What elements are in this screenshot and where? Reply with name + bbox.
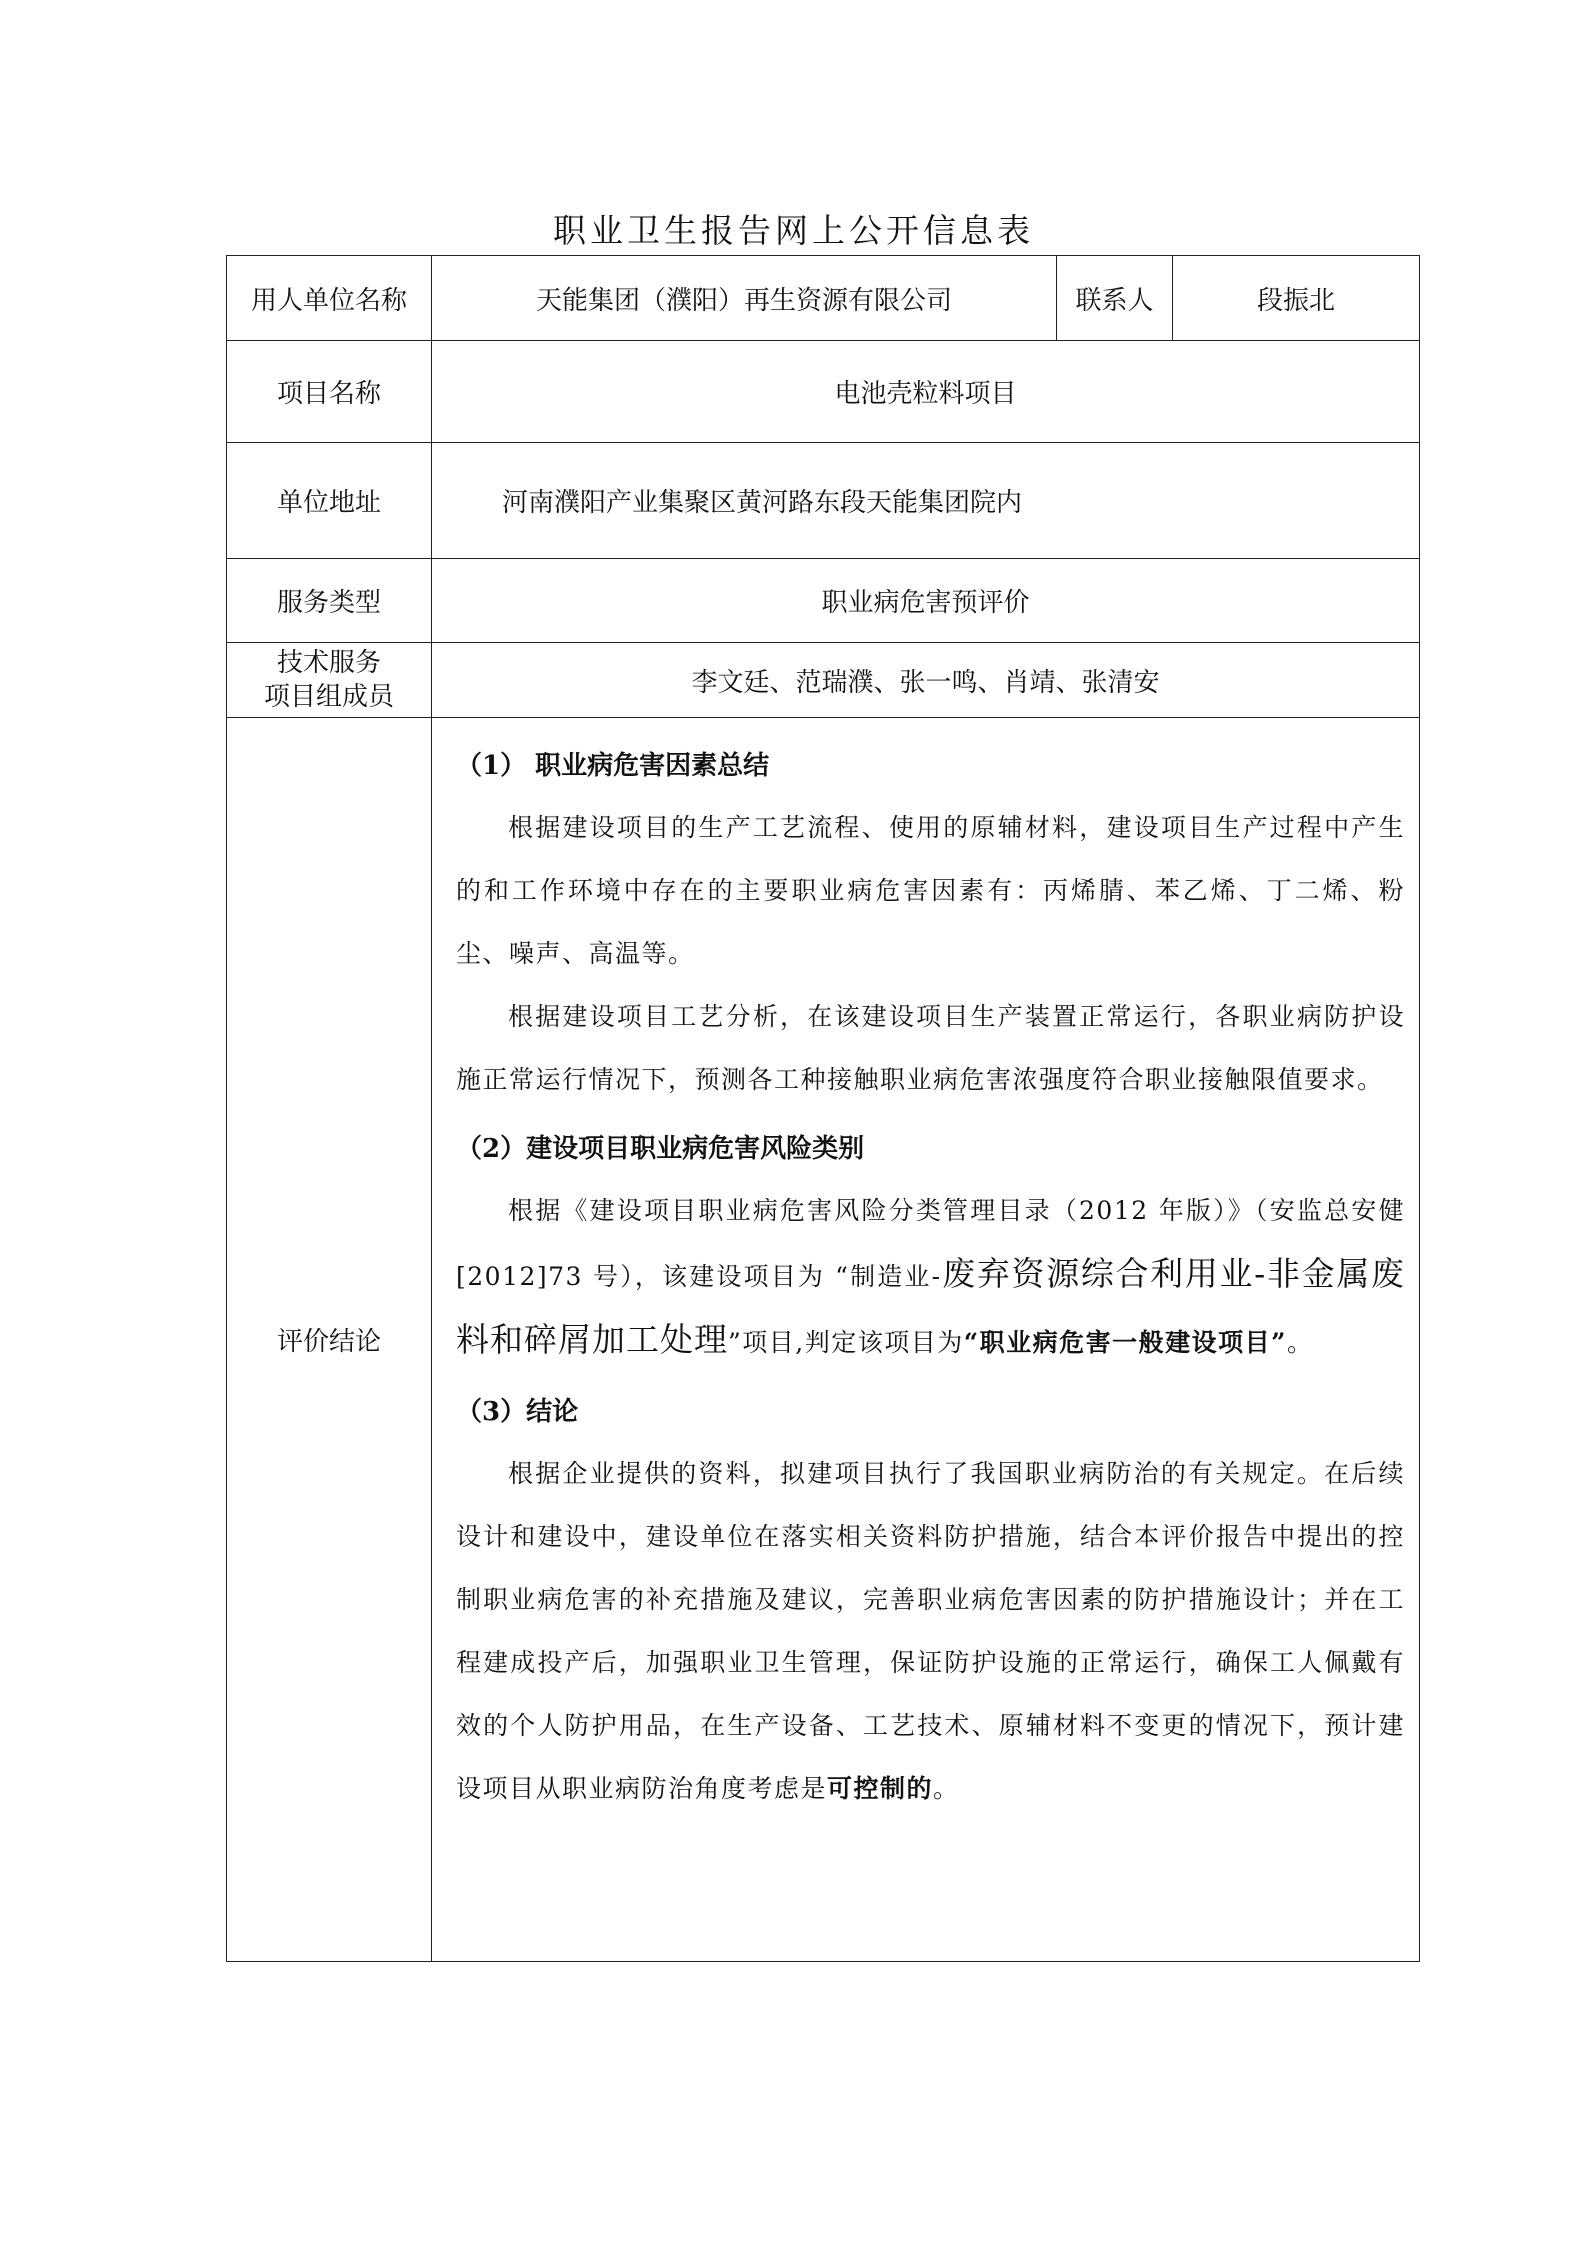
table-row [227,559,1420,643]
paragraph-3-part-d: “职业病危害一般建设项目” [963,1328,1287,1357]
project-label: 项目名称 [227,341,432,443]
paragraph-3-part-e: 。 [1287,1328,1314,1357]
page-title: 职业卫生报告网上公开信息表 [553,211,1034,250]
team-label-line-1: 技术服务 [276,648,381,678]
paragraph-3-part-b: 废弃资源综合利用业-非金属废料和碎屑加工处理 [456,1254,1405,1359]
employer-value: 天能集团（濮阳）再生资源有限公司 [432,256,1057,341]
table-row [227,718,1420,1962]
team-label [227,643,432,718]
info-table [226,255,1420,1962]
address-label: 单位地址 [227,443,432,559]
eval-label: 评价结论 [227,718,432,1962]
paragraph-3-part-a: 根据《建设项目职业病危害风险分类管理目录（2012 年版）》（安监总安健[2012]73 号），该建设项目为 “制造业- [456,1196,1405,1291]
paragraph-3 [456,1179,1405,1374]
contact-value: 段振北 [1173,256,1420,341]
paragraph-4-part-c: 。 [933,1774,960,1803]
employer-label: 用人单位名称 [227,256,432,341]
paragraph-3-part-c: ”项目,判定该项目为 [728,1328,964,1357]
eval-content [432,718,1420,1962]
paragraph-4-part-a: 根据企业提供的资料，拟建项目执行了我国职业病防治的有关规定。在后续设计和建设中，建设单位在落实相关资料防护措施，结合本评价报告中提出的控制职业病危害的补充措施及建议，完善职业病危害因素的防护措施设计；并在工程建成投产后，加强职业卫生管理，保证防护设施的正常运行，确保工人佩戴有效的个人防护用品，在生产设备、工艺技术、原辅材料不变更的情况下，预计建设项目从职业病防治角度考虑是 [456,1459,1405,1803]
paragraph-4 [456,1442,1405,1820]
team-value: 李文廷、范瑞濮、张一鸣、肖靖、张清安 [432,643,1420,718]
service-value: 职业病危害预评价 [432,559,1420,643]
section-heading-1: （1） 职业病危害因素总结 [456,751,770,781]
section-heading-2: （2）建设项目职业病危害风险类别 [456,1134,865,1164]
table-row [227,341,1420,443]
table-row [227,643,1420,718]
address-value: 河南濮阳产业集聚区黄河路东段天能集团院内 [432,443,1420,559]
section-heading-3: （3）结论 [456,1397,579,1427]
contact-label: 联系人 [1057,256,1173,341]
project-value: 电池壳粒料项目 [432,341,1420,443]
paragraph-2: 根据建设项目工艺分析，在该建设项目生产装置正常运行，各职业病防护设施正常运行情况下，预测各工种接触职业病危害浓强度符合职业接触限值要求。 [456,1002,1405,1094]
table-row [227,256,1420,341]
table-row [227,443,1420,559]
paragraph-4-part-b: 可控制的 [827,1774,934,1803]
team-label-line-2: 项目组成员 [263,682,394,712]
service-label: 服务类型 [227,559,432,643]
paragraph-1: 根据建设项目的生产工艺流程、使用的原辅材料，建设项目生产过程中产生的和工作环境中存在的主要职业病危害因素有：丙烯腈、苯乙烯、丁二烯、粉尘、噪声、高温等。 [456,813,1405,968]
